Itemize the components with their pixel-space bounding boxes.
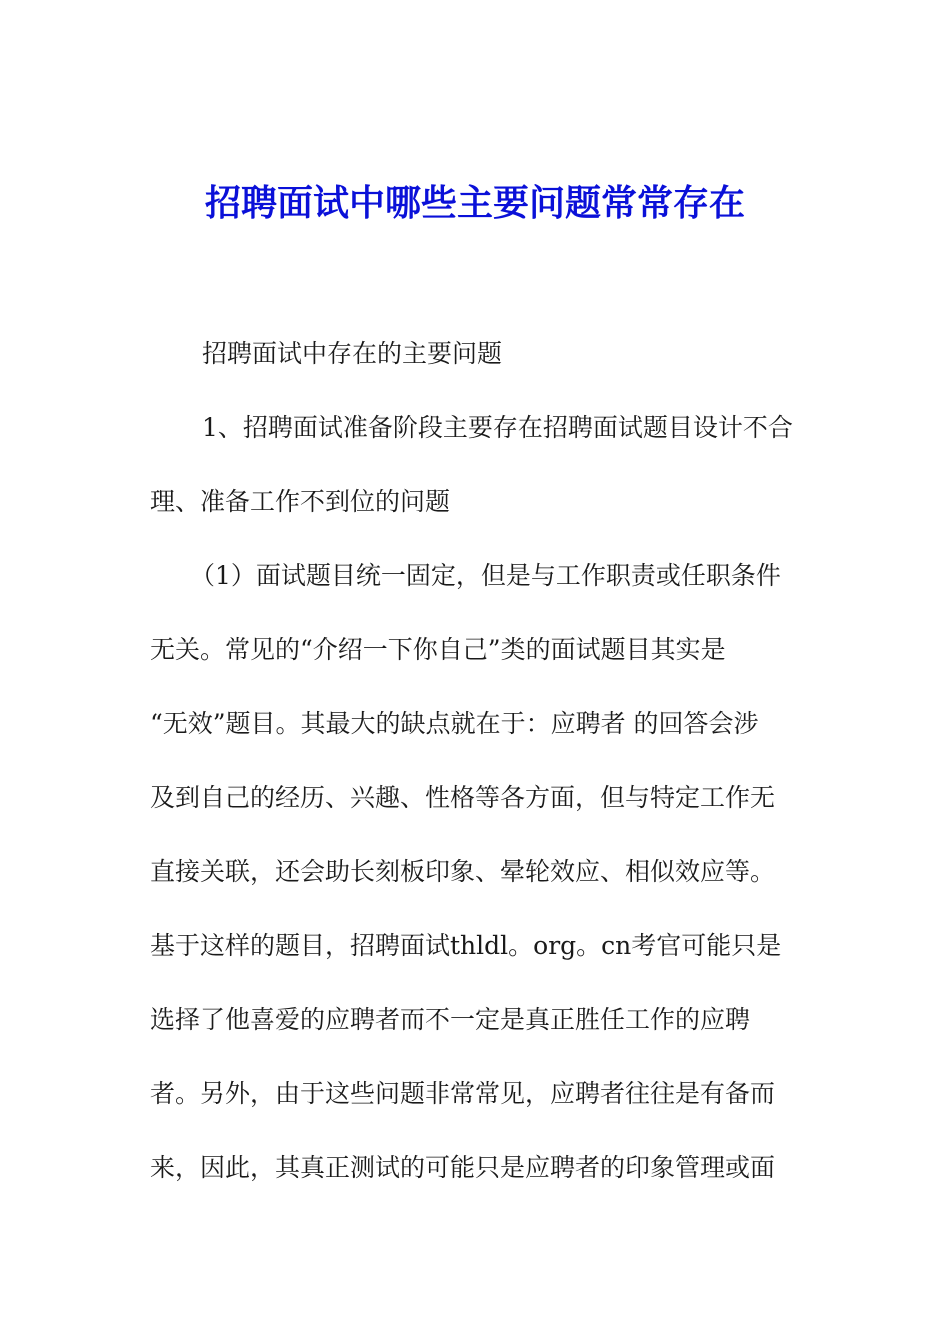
section-heading: 招聘面试中存在的主要问题 (202, 339, 503, 368)
paragraph-line: 选择了他喜爱的应聘者而不一定是真正胜任工作的应聘 (150, 1005, 751, 1034)
document-title: 招聘面试中哪些主要问题常常存在 (204, 183, 745, 224)
paragraph-line: 来，因此，其真正测试的可能只是应聘者的印象管理或面 (150, 1153, 776, 1182)
paragraph-line: 及到自己的经历、兴趣、性格等各方面，但与特定工作无 (150, 783, 776, 812)
paragraph-line: 直接关联，还会助长刻板印象、晕轮效应、相似效应等。 (150, 857, 776, 886)
paragraph-line: “无效”题目。其最大的缺点就在于：应聘者 的回答会涉 (150, 709, 759, 738)
paragraph-line: 者。另外，由于这些问题非常常见，应聘者往往是有备而 (150, 1079, 776, 1108)
paragraph-line: 基于这样的题目，招聘面试thldl。org。cn考官可能只是 (150, 931, 782, 960)
paragraph-line: （1）面试题目统一固定，但是与工作职责或任职条件 (190, 561, 781, 590)
paragraph-line: 1、招聘面试准备阶段主要存在招聘面试题目设计不合 (202, 413, 793, 442)
paragraph-line: 无关。常见的“介绍一下你自己”类的面试题目其实是 (150, 635, 726, 664)
paragraph-line: 理、准备工作不到位的问题 (150, 487, 451, 516)
